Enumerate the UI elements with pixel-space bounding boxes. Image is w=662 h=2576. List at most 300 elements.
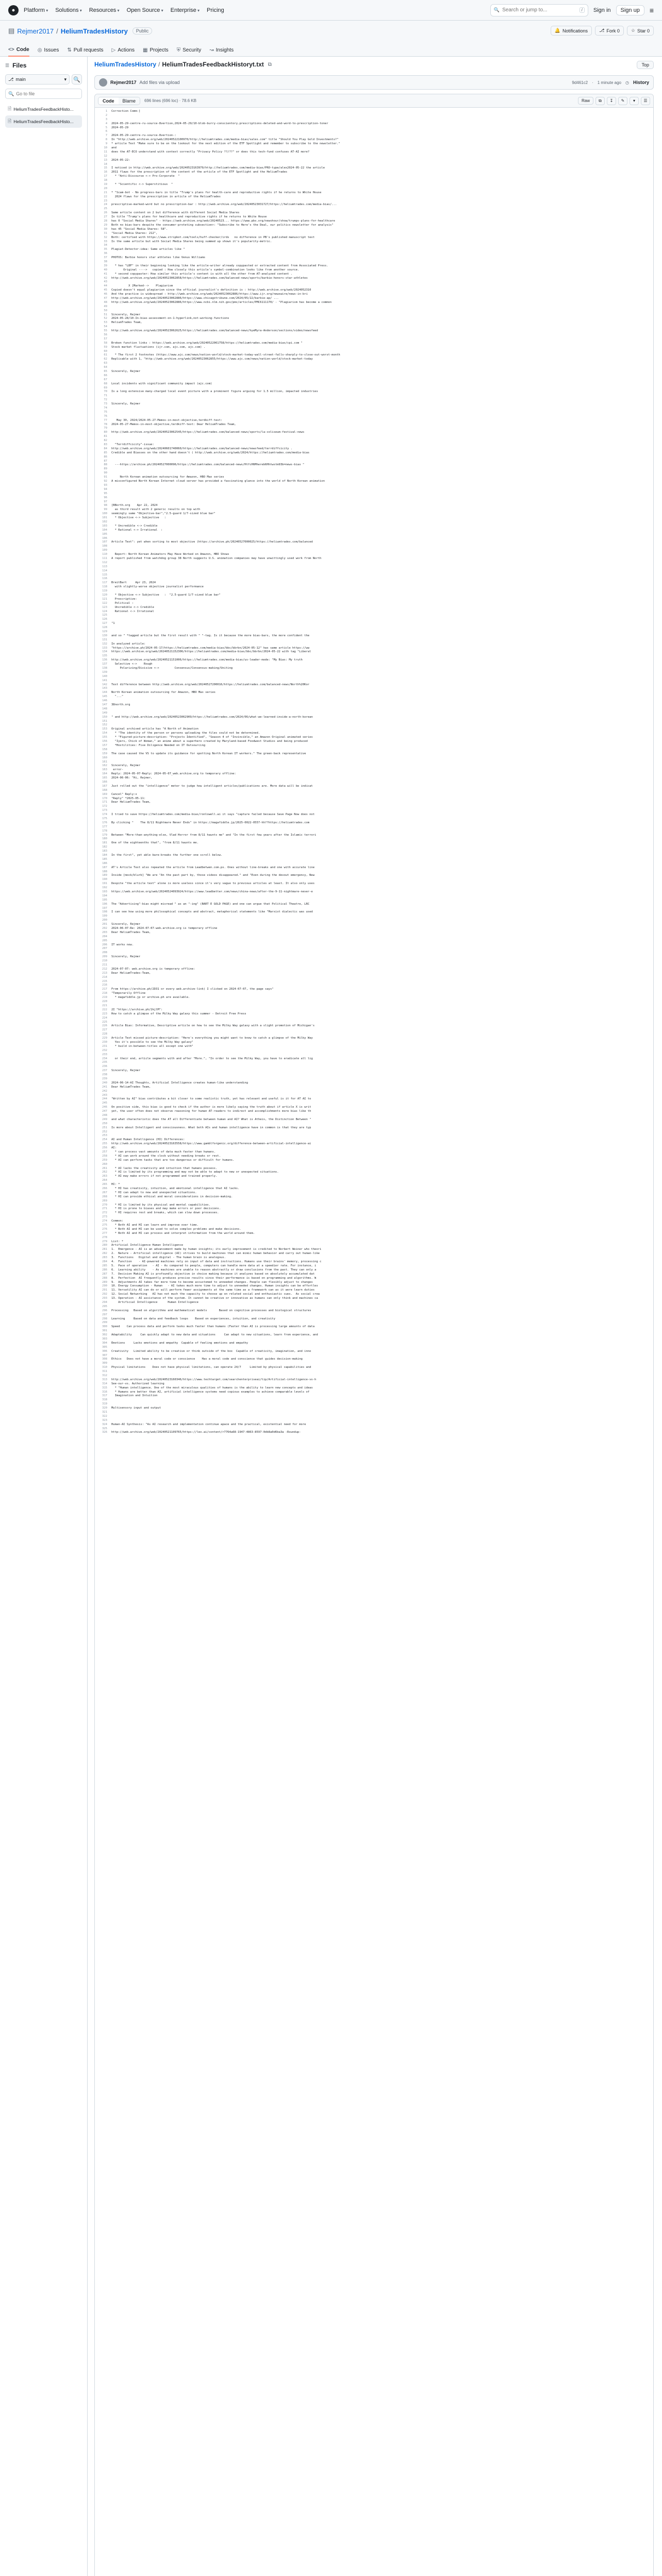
line-number[interactable]: 2 [105,113,107,117]
tab-security[interactable] [177,43,202,57]
line-number[interactable]: 3 [105,117,107,121]
line-number[interactable]: 210 [102,959,107,963]
star-button[interactable] [627,26,654,36]
line-number[interactable]: 148 [102,707,107,710]
line-number[interactable]: 27 [104,215,107,219]
line-number[interactable]: 245 [102,1101,107,1105]
line-number[interactable]: 261 [102,1166,107,1170]
line-number[interactable]: 279 [102,1240,107,1243]
line-number[interactable]: 247 [102,1110,107,1113]
fork-button[interactable] [595,26,624,36]
line-number[interactable]: 241 [102,1085,107,1089]
line-number[interactable]: 202 [102,927,107,930]
line-number[interactable]: 195 [102,898,107,902]
line-number[interactable]: 85 [104,451,107,454]
line-number[interactable]: 8 [105,138,107,142]
repo-name-link[interactable]: HeliumTradesHistory [60,27,128,35]
line-number[interactable]: 194 [102,894,107,897]
line-number[interactable]: 300 [102,1325,107,1329]
line-number[interactable]: 203 [102,930,107,934]
line-number[interactable]: 170 [102,796,107,800]
line-number[interactable]: 80 [104,431,107,434]
line-number[interactable]: 250 [102,1122,107,1125]
line-number[interactable]: 121 [102,597,107,601]
line-number[interactable]: 222 [102,1008,107,1011]
tab-code[interactable] [8,43,29,57]
line-number[interactable]: 270 [102,1203,107,1207]
line-number[interactable]: 316 [102,1390,107,1394]
line-number[interactable]: 236 [102,1065,107,1069]
line-number[interactable]: 109 [102,549,107,552]
download-button[interactable] [607,97,616,105]
tab-pull-requests[interactable] [67,43,103,57]
line-number[interactable]: 264 [102,1179,107,1182]
line-number[interactable]: 304 [102,1341,107,1345]
line-number[interactable]: 320 [102,1406,107,1410]
line-number[interactable]: 282 [102,1252,107,1256]
line-number[interactable]: 54 [104,325,107,329]
line-number[interactable]: 52 [104,317,107,320]
line-number[interactable]: 193 [102,890,107,893]
line-number[interactable]: 182 [102,845,107,849]
line-number[interactable]: 21 [104,191,107,194]
tab-insights[interactable] [209,43,234,57]
line-number[interactable]: 271 [102,1207,107,1211]
line-number[interactable]: 208 [102,951,107,955]
line-number[interactable]: 269 [102,1199,107,1202]
line-number[interactable]: 172 [102,805,107,808]
line-number[interactable]: 211 [102,963,107,967]
line-number[interactable]: 136 [102,658,107,662]
line-number[interactable]: 68 [104,382,107,385]
line-number[interactable]: 84 [104,447,107,450]
line-number[interactable]: 171 [102,801,107,804]
line-number[interactable]: 31 [104,231,107,235]
line-number[interactable]: 128 [102,626,107,630]
line-number[interactable]: 238 [102,1073,107,1077]
copy-path-icon[interactable]: ⧉ [268,61,272,67]
line-number[interactable]: 322 [102,1414,107,1418]
line-number[interactable]: 137 [102,663,107,666]
line-number[interactable]: 161 [102,760,107,764]
line-number[interactable]: 13 [104,158,107,162]
line-number[interactable]: 33 [104,240,107,243]
line-number[interactable]: 183 [102,850,107,853]
line-number[interactable]: 55 [104,329,107,333]
line-number[interactable]: 117 [102,581,107,585]
line-number[interactable]: 110 [102,553,107,556]
line-number[interactable]: 49 [104,304,107,308]
line-number[interactable]: 143 [102,687,107,690]
tab-projects[interactable] [143,43,169,57]
line-number[interactable]: 253 [102,1134,107,1138]
line-number[interactable]: 95 [104,492,107,495]
line-number[interactable]: 215 [102,979,107,983]
search-files-button[interactable] [72,74,82,84]
line-number[interactable]: 216 [102,984,107,987]
line-number[interactable]: 239 [102,1077,107,1080]
line-number[interactable]: 265 [102,1183,107,1187]
line-number[interactable]: 295 [102,1304,107,1308]
line-number[interactable]: 307 [102,1353,107,1357]
line-number[interactable]: 105 [102,532,107,536]
line-number[interactable]: 308 [102,1358,107,1361]
line-number[interactable]: 314 [102,1382,107,1385]
nav-enterprise[interactable]: Enterprise ▾ [171,7,200,13]
line-number[interactable]: 212 [102,967,107,971]
github-logo-icon[interactable]: ● [8,5,19,15]
line-number[interactable]: 150 [102,715,107,719]
line-number[interactable]: 4 [105,122,107,125]
line-number[interactable]: 61 [104,353,107,357]
line-number[interactable]: 129 [102,630,107,633]
line-number[interactable]: 149 [102,711,107,715]
line-number[interactable]: 111 [102,556,107,560]
line-number[interactable]: 72 [104,398,107,402]
code-view-button[interactable]: Code [98,97,119,105]
line-number[interactable]: 262 [102,1171,107,1174]
line-number[interactable]: 169 [102,792,107,796]
line-number[interactable]: 42 [104,276,107,280]
line-number[interactable]: 321 [102,1411,107,1414]
line-number[interactable]: 99 [104,508,107,512]
line-number[interactable]: 24 [104,203,107,207]
line-number[interactable]: 301 [102,1329,107,1333]
line-number[interactable]: 35 [104,248,107,251]
line-number[interactable]: 108 [102,545,107,548]
line-number[interactable]: 39 [104,264,107,267]
line-number[interactable]: 152 [102,723,107,727]
line-number[interactable]: 201 [102,923,107,926]
line-number[interactable]: 235 [102,1061,107,1064]
line-number[interactable]: 75 [104,410,107,414]
line-number[interactable]: 103 [102,524,107,528]
line-number[interactable]: 177 [102,825,107,828]
line-number[interactable]: 258 [102,1154,107,1158]
line-number[interactable]: 315 [102,1386,107,1389]
line-number[interactable]: 234 [102,1057,107,1060]
line-number[interactable]: 252 [102,1130,107,1133]
line-number[interactable]: 303 [102,1337,107,1341]
line-number[interactable]: 156 [102,740,107,743]
line-number[interactable]: 122 [102,601,107,605]
tab-actions[interactable] [112,43,135,57]
line-number[interactable]: 146 [102,699,107,703]
notifications-button[interactable] [551,26,592,36]
line-number[interactable]: 94 [104,487,107,491]
line-number[interactable]: 66 [104,374,107,377]
line-number[interactable]: 176 [102,821,107,824]
line-number[interactable]: 36 [104,252,107,256]
line-number[interactable]: 283 [102,1256,107,1260]
line-number[interactable]: 296 [102,1309,107,1312]
line-number[interactable]: 154 [102,732,107,735]
line-number[interactable]: 58 [104,341,107,345]
line-number[interactable]: 74 [104,406,107,410]
line-number[interactable]: 190 [102,878,107,882]
line-number[interactable]: 240 [102,1081,107,1084]
line-number[interactable]: 79 [104,427,107,430]
line-number[interactable]: 237 [102,1069,107,1073]
line-number[interactable]: 77 [104,418,107,422]
line-number[interactable]: 181 [102,841,107,845]
line-number[interactable]: 259 [102,1158,107,1162]
line-number[interactable]: 204 [102,935,107,938]
line-number[interactable]: 63 [104,362,107,365]
line-number[interactable]: 11 [104,150,107,154]
line-number[interactable]: 290 [102,1284,107,1288]
line-number[interactable]: 230 [102,1040,107,1044]
line-number[interactable]: 255 [102,1142,107,1146]
line-number[interactable]: 151 [102,719,107,723]
line-number[interactable]: 12 [104,154,107,158]
line-number[interactable]: 29 [104,223,107,227]
line-number[interactable]: 32 [104,235,107,239]
line-number[interactable]: 200 [102,919,107,922]
line-number[interactable]: 60 [104,349,107,353]
line-number[interactable]: 1 [105,110,107,113]
line-number[interactable]: 10 [104,146,107,150]
line-number[interactable]: 92 [104,480,107,483]
line-number[interactable]: 7 [105,134,107,138]
line-number[interactable]: 115 [102,573,107,577]
line-number[interactable]: 285 [102,1264,107,1267]
line-number[interactable]: 173 [102,809,107,812]
line-number[interactable]: 131 [102,638,107,641]
line-number[interactable]: 186 [102,861,107,865]
line-number[interactable]: 220 [102,1000,107,1004]
line-number[interactable]: 196 [102,902,107,906]
line-number[interactable]: 144 [102,691,107,694]
history-button[interactable]: History [633,80,649,85]
line-number[interactable]: 306 [102,1349,107,1353]
line-number[interactable]: 119 [102,589,107,593]
line-number[interactable]: 257 [102,1150,107,1154]
line-number[interactable]: 26 [104,211,107,215]
line-number[interactable]: 6 [105,130,107,133]
nav-open-source[interactable]: Open Source ▾ [127,7,163,13]
line-number[interactable]: 224 [102,1016,107,1020]
line-number[interactable]: 30 [104,227,107,231]
line-number[interactable]: 243 [102,1093,107,1097]
line-number[interactable]: 46 [104,293,107,296]
line-number[interactable]: 305 [102,1345,107,1349]
line-number[interactable]: 126 [102,618,107,621]
line-number[interactable]: 280 [102,1244,107,1247]
line-number[interactable]: 233 [102,1053,107,1056]
line-number[interactable]: 138 [102,667,107,670]
nav-resources[interactable]: Resources ▾ [89,7,120,13]
line-number[interactable]: 139 [102,670,107,674]
line-number[interactable]: 326 [102,1431,107,1434]
search-box[interactable] [490,4,588,16]
line-number[interactable]: 47 [104,296,107,300]
line-number[interactable]: 223 [102,1012,107,1015]
line-number[interactable]: 192 [102,886,107,890]
line-number[interactable]: 164 [102,772,107,776]
line-number[interactable]: 118 [102,585,107,589]
line-number[interactable]: 57 [104,337,107,341]
line-number[interactable]: 51 [104,313,107,316]
line-number[interactable]: 89 [104,467,107,471]
line-number[interactable]: 205 [102,939,107,942]
line-number[interactable]: 168 [102,788,107,792]
line-number[interactable]: 50 [104,309,107,312]
line-number[interactable]: 325 [102,1427,107,1430]
line-number[interactable]: 141 [102,679,107,682]
line-number[interactable]: 248 [102,1113,107,1117]
line-number[interactable]: 88 [104,463,107,467]
line-number[interactable]: 91 [104,476,107,479]
line-number[interactable]: 292 [102,1293,107,1296]
line-number[interactable]: 163 [102,768,107,772]
line-number[interactable]: 317 [102,1394,107,1398]
line-number[interactable]: 82 [104,439,107,443]
line-number[interactable]: 116 [102,577,107,581]
line-number[interactable]: 180 [102,837,107,841]
line-number[interactable]: 213 [102,971,107,975]
line-number[interactable]: 133 [102,646,107,650]
line-number[interactable]: 231 [102,1044,107,1048]
file-tree-item[interactable] [5,103,82,115]
line-number[interactable]: 15 [104,166,107,170]
line-number[interactable]: 219 [102,996,107,999]
line-number[interactable]: 67 [104,378,107,381]
line-number[interactable]: 142 [102,683,107,686]
line-number[interactable]: 188 [102,870,107,873]
line-number[interactable]: 124 [102,609,107,613]
line-number[interactable]: 140 [102,674,107,678]
line-number[interactable]: 266 [102,1187,107,1191]
line-number[interactable]: 275 [102,1224,107,1227]
line-number[interactable]: 157 [102,743,107,747]
line-number[interactable]: 23 [104,199,107,202]
line-number[interactable]: 62 [104,358,107,361]
line-number[interactable]: 81 [104,435,107,438]
line-number[interactable]: 232 [102,1048,107,1052]
menu-icon[interactable]: ≡ [649,6,654,14]
branch-selector[interactable] [5,74,70,84]
line-number[interactable]: 226 [102,1024,107,1028]
line-number[interactable]: 18 [104,179,107,182]
line-number[interactable]: 135 [102,654,107,658]
line-number[interactable]: 160 [102,756,107,759]
line-number[interactable]: 263 [102,1175,107,1178]
line-number[interactable]: 9 [105,142,107,146]
line-number[interactable]: 107 [102,540,107,544]
copy-raw-button[interactable] [595,97,605,105]
line-number[interactable]: 65 [104,370,107,373]
line-number[interactable]: 287 [102,1272,107,1276]
line-number[interactable]: 102 [102,520,107,523]
line-number[interactable]: 153 [102,727,107,731]
line-number[interactable]: 297 [102,1313,107,1316]
line-number[interactable]: 41 [104,272,107,276]
line-number[interactable]: 147 [102,703,107,707]
line-number[interactable]: 174 [102,813,107,817]
edit-button[interactable] [618,97,627,105]
line-number[interactable]: 256 [102,1146,107,1150]
line-number[interactable]: 302 [102,1333,107,1337]
line-number[interactable]: 98 [104,504,107,507]
line-number[interactable]: 273 [102,1215,107,1219]
symbols-panel-button[interactable] [641,97,650,105]
line-number[interactable]: 187 [102,866,107,869]
line-number[interactable]: 288 [102,1276,107,1280]
line-number[interactable]: 37 [104,256,107,260]
line-number[interactable]: 90 [104,471,107,475]
line-number[interactable]: 218 [102,992,107,995]
line-number[interactable]: 166 [102,780,107,784]
line-number[interactable]: 56 [104,333,107,336]
sidebar-collapse-icon[interactable]: ☰ [5,62,10,68]
line-number[interactable]: 14 [104,162,107,166]
tab-issues[interactable] [38,43,59,57]
line-number[interactable]: 97 [104,500,107,503]
line-number[interactable]: 48 [104,300,107,304]
line-number[interactable]: 277 [102,1231,107,1235]
top-button[interactable]: Top [637,61,654,69]
line-number[interactable]: 40 [104,268,107,272]
breadcrumb-repo-link[interactable]: HeliumTradesHistory [94,61,157,68]
line-number[interactable]: 25 [104,207,107,211]
line-number[interactable]: 227 [102,1028,107,1032]
line-number[interactable]: 134 [102,650,107,654]
line-number[interactable]: 20 [104,187,107,190]
line-number[interactable]: 130 [102,634,107,637]
line-number[interactable]: 311 [102,1370,107,1374]
line-number[interactable]: 278 [102,1235,107,1239]
line-number[interactable]: 158 [102,748,107,751]
line-number[interactable]: 70 [104,390,107,394]
avatar[interactable] [99,78,107,87]
line-number[interactable]: 289 [102,1280,107,1284]
line-number[interactable]: 179 [102,833,107,837]
line-number[interactable]: 34 [104,244,107,247]
line-number[interactable]: 43 [104,280,107,284]
line-number[interactable]: 313 [102,1378,107,1381]
line-number[interactable]: 123 [102,605,107,609]
line-number[interactable]: 64 [104,366,107,369]
line-number[interactable]: 323 [102,1418,107,1422]
line-number[interactable]: 310 [102,1366,107,1369]
line-number[interactable]: 209 [102,955,107,959]
line-number[interactable]: 17 [104,175,107,178]
nav-platform[interactable]: Platform ▾ [24,7,48,13]
search-input[interactable] [502,7,577,13]
line-number[interactable]: 44 [104,284,107,288]
line-number[interactable]: 22 [104,195,107,198]
line-number[interactable]: 267 [102,1191,107,1194]
line-number[interactable]: 221 [102,1004,107,1007]
line-number[interactable]: 162 [102,764,107,768]
line-number[interactable]: 73 [104,402,107,406]
more-options-button[interactable] [630,97,639,105]
line-number[interactable]: 101 [102,516,107,520]
go-to-file-box[interactable] [5,89,82,99]
line-number[interactable]: 93 [104,483,107,487]
file-tree-item-selected[interactable] [5,115,82,128]
line-number[interactable]: 260 [102,1162,107,1166]
line-number[interactable]: 86 [104,455,107,459]
line-number[interactable]: 246 [102,1106,107,1109]
commit-message[interactable]: Add files via upload [139,80,180,85]
line-number[interactable]: 185 [102,857,107,861]
line-number[interactable]: 87 [104,459,107,463]
line-number[interactable]: 5 [105,126,107,129]
line-number[interactable]: 175 [102,817,107,820]
line-number[interactable]: 242 [102,1089,107,1093]
